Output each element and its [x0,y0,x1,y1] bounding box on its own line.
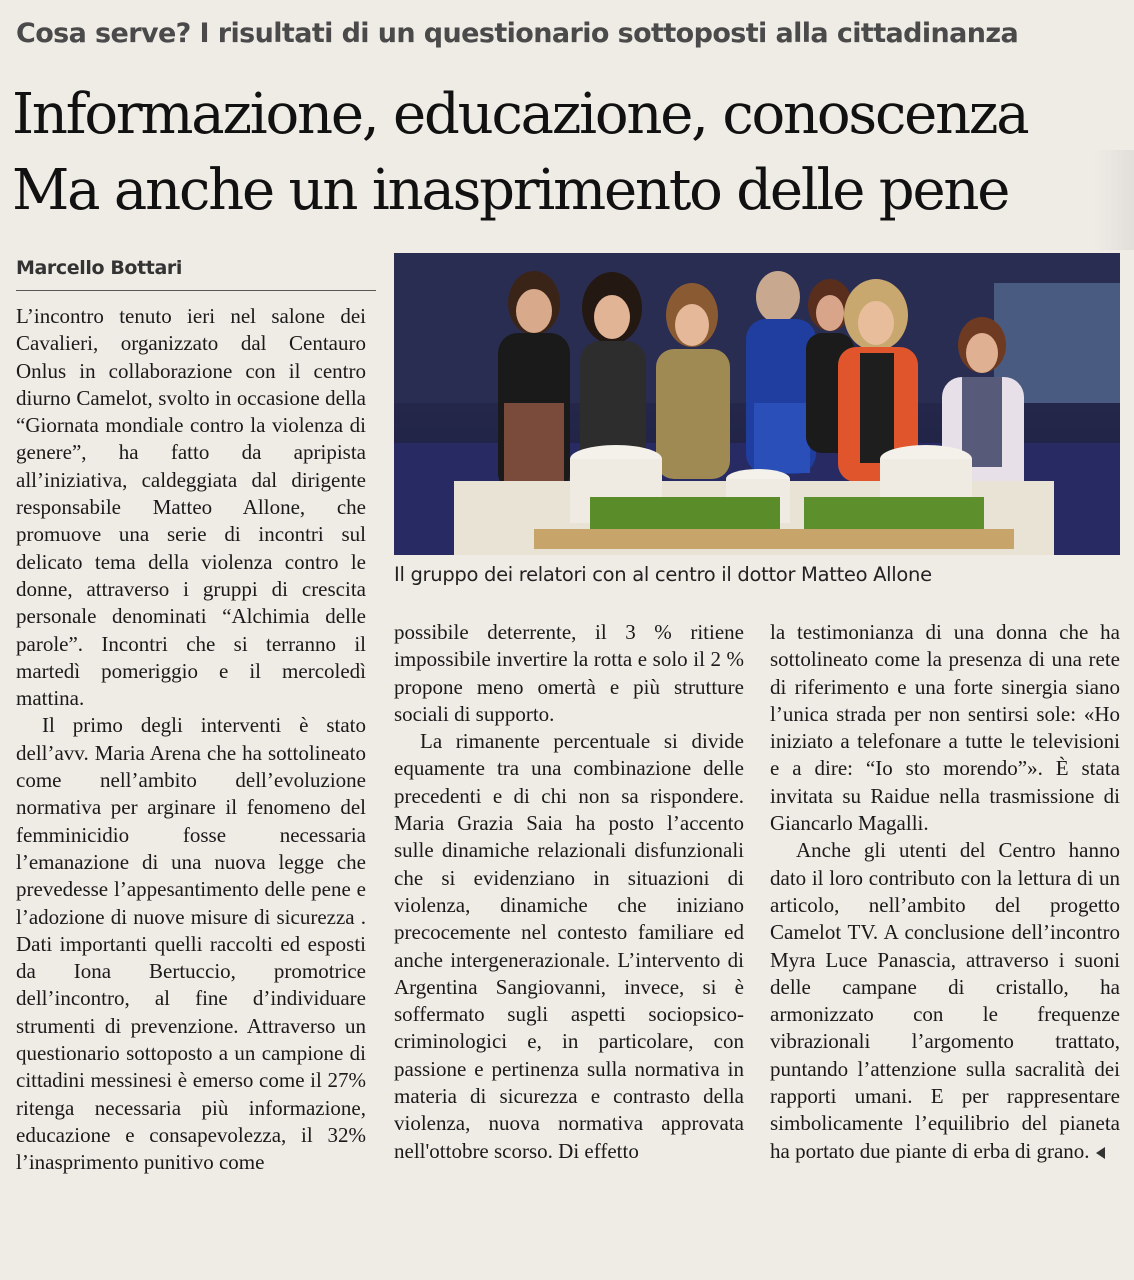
article-kicker: Cosa serve? I risultati di un questionario sottoposti alla cittadinanza [16,18,1019,49]
paragraph [770,837,1120,1165]
article-column-2 [394,619,744,1165]
adjacent-page-fragment [1094,150,1134,250]
paragraph-text: Anche gli utenti del Centro hanno dato il loro contributo con la lettura di un articolo, nell’ambito del progetto Camelot TV. A conclusione dell’incontro Myra Luce Panascia, attraverso i suoni delle campane di cristallo, ha armonizzato con le frequenze vibrazionali l’argomento trattato, puntando l’attenzione sulla sacralità dei rapporti umani. E per rappresentare simbolicamente l’equilibrio del pianeta ha portato due piante di erba di grano. [770,838,1120,1163]
paragraph: Il primo degli interventi è stato dell’avv. Maria Arena che ha sottolineato come nell’ambito dell’evoluzione normativa per arginare il fenomeno del femminicidio fosse necessaria l’emanazione di una nuova legge che prevedesse l’appesantimento delle pene e l’adozione di nuove misure di sicurezza . Dati importanti quelli raccolti ed esposti da Iona Bertuccio, promotrice dell’incontro, al fine d’individuare strumenti di prevenzione. Attraverso un questionario sottoposto a un campione di cittadini messinesi è emerso come il 27% ritenga necessaria più informazione, educazione e consapevolezza, il 32% l’inasprimento punitivo come [16,713,366,1175]
paragraph: La rimanente percentuale si divide equamente tra una combinazione delle precedenti e di chi non sa rispondere. Maria Grazia Saia ha posto l’accento sulle dinamiche relazionali disfunzionali che si evidenziano in situazioni di violenza, dinamiche che iniziano precocemente nel contesto familiare ed anche intergenerazionale. L’intervento di Argentina Sangiovanni, invece, si è soffermato sugli aspetti sociopsico-criminologici e, in particolare, con passione e pertinenza sulla normativa in materia di sicurezza e contrasto della violenza, nuova normativa approvata nell'ottobre scorso. Di effetto [394,729,744,1163]
article-column-3 [770,619,1120,1165]
paragraph: possibile deterrente, il 3 % ritiene impossibile invertire la rotta e solo il 2 % propone meno omertà e più strutture sociali di supporto. [394,620,744,726]
paragraph: L’incontro tenuto ieri nel salone dei Cavalieri, organizzato dal Centauro Onlus in collaborazione con il centro diurno Camelot, svolto in occasione della “Giornata mondiale contro la violenza di genere”, ha fatto da apripista all’iniziativa, caldeggiata dal dirigente responsabile Matteo Allone, che promuove una serie di incontri sul delicato tema della violenza contro le donne, attraverso i gruppi di crescita personale denominati “Alchimia delle parole”. Incontri che si terranno il martedì pomeriggio e il mercoledì mattina. [16,304,366,711]
byline-divider [16,290,376,291]
article-column-1 [16,303,366,1177]
end-of-article-icon [1096,1147,1105,1159]
headline-line-1: Informazione, educazione, conoscenza [12,82,1028,147]
author-byline: Marcello Bottari [16,257,182,279]
photo-caption: Il gruppo dei relatori con al centro il dottor Matteo Allone [394,563,932,586]
group-photo-illustration [394,253,1120,555]
headline-line-2: Ma anche un inasprimento delle pene [12,158,1009,223]
group-photo [394,253,1120,555]
paragraph: la testimonianza di una donna che ha sottolineato come la presenza di una rete di riferimento e una forte sinergia siano l’unica strada per non sentirsi sole: «Ho iniziato a telefonare a tutte le televisioni e a dire: “Io sto morendo”». È stata invitata su Raidue nella trasmissione di Giancarlo Magalli. [770,620,1120,836]
